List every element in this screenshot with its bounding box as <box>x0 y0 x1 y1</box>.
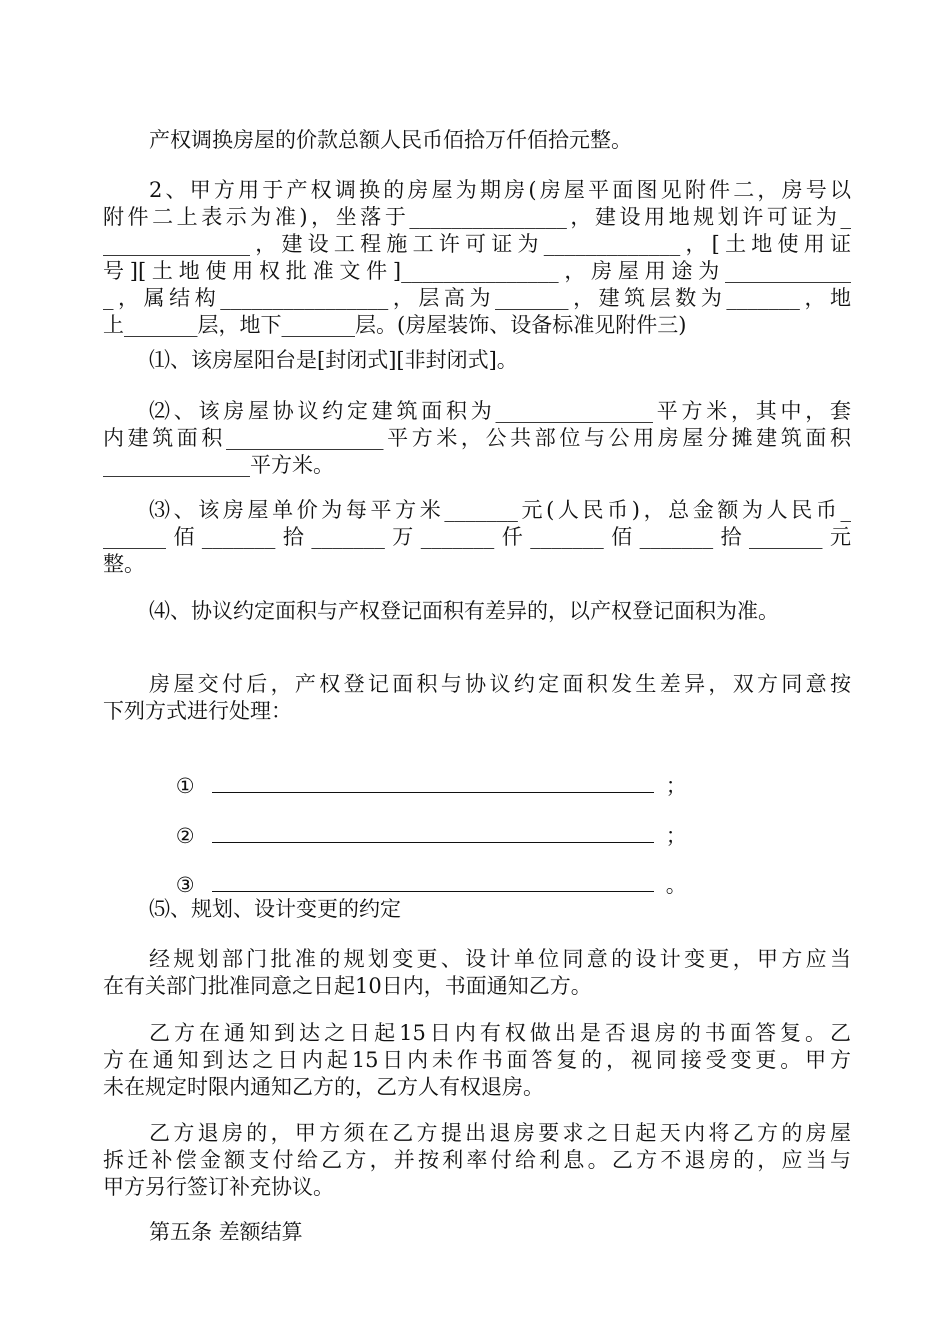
text-line: 房屋交付后，产权登记面积与协议约定面积发生差异，双方同意按 <box>149 672 851 696</box>
option-number: ③ <box>175 873 195 897</box>
text-line: 甲方另行签订补充协议。 <box>103 1175 334 1199</box>
paragraph-change-notice <box>103 946 851 1000</box>
paragraph-reply <box>103 1020 851 1101</box>
option-end-mark: 。 <box>665 873 687 897</box>
fill-in-blank[interactable] <box>212 873 654 892</box>
fill-in-blank[interactable] <box>212 774 654 793</box>
paragraph-area <box>103 398 851 479</box>
text-line: 附件二上表示为准)，坐落于_______________，建设用地规划许可证为_ <box>103 205 851 229</box>
text-line: 未在规定时限内通知乙方的，乙方人有权退房。 <box>103 1075 544 1099</box>
text-line: ⑷、协议约定面积与产权登记面积有差异的，以产权登记面积为准。 <box>149 599 779 623</box>
paragraph-balcony <box>103 347 851 374</box>
paragraph-unit-price <box>103 497 851 578</box>
option-item-2 <box>149 796 687 848</box>
section-heading-article-5 <box>103 1219 851 1246</box>
text-line: 在有关部门批准同意之日起10日内，书面通知乙方。 <box>103 974 592 998</box>
text-line: 乙方退房的，甲方须在乙方提出退房要求之日起天内将乙方的房屋 <box>149 1121 851 1145</box>
text-line: 整。 <box>103 552 145 576</box>
text-line: 方在通知到达之日内起15日内未作书面答复的，视同接受变更。甲方 <box>103 1048 851 1072</box>
fill-in-blank[interactable] <box>212 824 654 843</box>
text-line: 产权调换房屋的价款总额人民币佰拾万仟佰拾元整。 <box>149 128 632 152</box>
option-item-3 <box>149 845 687 897</box>
text-line: ______________，建设工程施工许可证为_____________，[土地使用证 <box>103 232 851 256</box>
text-line: ______________平方米。 <box>103 453 334 477</box>
option-number: ① <box>175 774 195 798</box>
text-line: 下列方式进行处理： <box>103 699 292 723</box>
text-line: 内建筑面积_______________平方米，公共部位与公用房屋分摊建筑面积 <box>103 426 851 450</box>
option-item-1 <box>149 746 687 798</box>
option-number: ② <box>175 824 195 848</box>
text-line: _，属结构________________，层高为_______，建筑层数为_______，地 <box>103 286 851 310</box>
text-line: ⑵、该房屋协议约定建筑面积为_______________平方米，其中，套 <box>149 399 851 423</box>
option-end-mark: ； <box>665 824 687 848</box>
text-line: ⑴、该房屋阳台是[封闭式][非封闭式]。 <box>149 348 518 372</box>
paragraph-house-info <box>103 177 851 339</box>
text-line: 拆迁补偿金额支付给乙方，并按利率付给利息。乙方不退房的，应当与 <box>103 1148 851 1172</box>
text-line: 号][土地使用权批准文件]_______________，房屋用途为____________ <box>103 259 851 283</box>
paragraph-total-price <box>103 127 851 154</box>
text-line: 乙方在通知到达之日起15日内有权做出是否退房的书面答复。乙 <box>149 1021 851 1045</box>
paragraph-area-difference <box>103 598 873 625</box>
text-line: 第五条 差额结算 <box>149 1220 303 1244</box>
text-line: 2、甲方用于产权调换的房屋为期房(房屋平面图见附件二，房号以 <box>149 178 851 202</box>
text-line: ⑶、该房屋单价为每平方米_______元(人民币)，总金额为人民币_ <box>149 498 851 522</box>
text-line: 上_______层，地下_______层。(房屋装饰、设备标准见附件三) <box>103 313 687 337</box>
option-end-mark: ； <box>665 774 687 798</box>
paragraph-refund <box>103 1120 851 1201</box>
text-line: ⑸、规划、设计变更的约定 <box>149 897 401 921</box>
paragraph-handling-method <box>103 671 851 725</box>
text-line: ______佰_______拾_______万_______仟_______佰_______拾_______元 <box>103 525 851 549</box>
paragraph-planning-change <box>103 896 851 923</box>
text-line: 经规划部门批准的规划变更、设计单位同意的设计变更，甲方应当 <box>149 947 851 971</box>
